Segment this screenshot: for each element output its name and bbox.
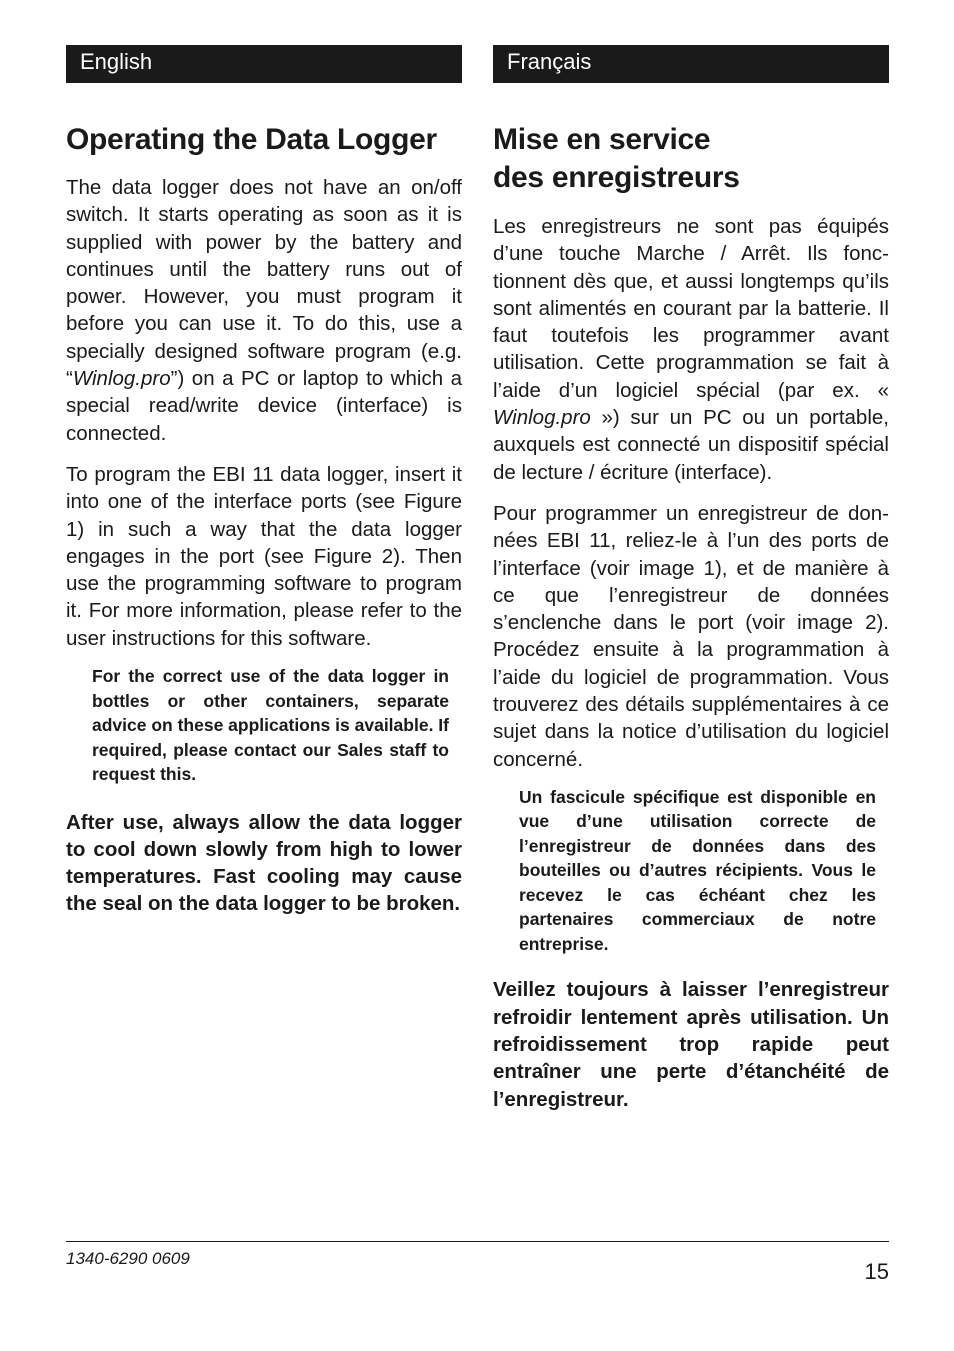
- warning-cooling: After use, always allow the data logger to cool down slowly from high to lower temperatures. Fast cooling may cause the seal on the data logger to be broken.: [66, 810, 462, 916]
- page-number: 15: [864, 1259, 889, 1284]
- document-code: 1340-6290 0609: [66, 1249, 190, 1268]
- language-label: English: [80, 49, 153, 74]
- paragraph-programming: To program the EBI 11 data logger, insert it into one of the interface ports (see Figure 1) in such a way that the data logger engages in the port (see Figure 2). Then use the programming software to program it. For more information, please refer to the user instructions for this software.: [66, 462, 462, 650]
- footer-divider: [66, 1241, 889, 1242]
- language-header-french: [493, 45, 889, 83]
- warning-cooling: Veillez toujours à laisser l’enregistreur refroidir lentement après utilisation. Un refroidissement trop rapide peut entraîner une perte d’étanchéité de l’enregistreur.: [493, 978, 889, 1111]
- paragraph-intro: Les enregistreurs ne sont pas équipés d’une touche Marche / Arrêt. Ils fonctionnent dès que, et aussi longtemps qu’ils sont alimentés en courant par la batterie. Il faut toutefois les programmer avant utilisation. Cette programmation se fait à l’aide d’un logiciel spécial (par ex. « Winlog.pro ») sur un PC ou un portable, auxquels est connecté un dispositif spécial de lecture / écriture (interface).: [493, 215, 889, 484]
- paragraph-programming: Pour programmer un enregistreur de données EBI 11, reliez-le à l’un des ports de l’interface (voir image 1), et de manière à ce que l’enregistreur de données s’enclenche dans le port (voir image 2). Procédez ensuite à la programmation à l’aide du logiciel de programmation. Vous trouverez des détails supplémentaires à ce sujet dans la notice d’utilisation du logiciel concerné.: [493, 501, 889, 771]
- note-containers: For the correct use of the data logger in bottles or other containers, separate advice on these applications is available. If required, please contact our Sales staff to request this.: [92, 666, 449, 785]
- english-column: [66, 45, 462, 918]
- software-name: Winlog.pro: [72, 367, 171, 391]
- note-containers: Un fascicule spécifique est disponible en vue d’une utilisation correcte de l’enregistreur de données dans des bouteilles ou d’autres récipients. Vous le recevez le cas échéant chez les partenaires commerciaux de notre entreprise.: [519, 786, 876, 954]
- software-name: Winlog.pro: [493, 406, 591, 430]
- section-title: Mise en service des enregistreurs: [493, 123, 740, 194]
- paragraph-intro: The data logger does not have an on/off switch. It starts operating as soon as it is supplied with power by the battery and continues until the battery runs out of power. However, you must program it before you can use it. To do this, use a specially designed software program (e.g. “Winlog.pro”) on a PC or laptop to which a special read/write device (interface) is connected.: [66, 176, 462, 445]
- language-label: Français: [507, 49, 592, 74]
- french-column: [493, 45, 889, 1113]
- section-title: Operating the Data Logger: [66, 123, 437, 156]
- language-header-english: [66, 45, 462, 83]
